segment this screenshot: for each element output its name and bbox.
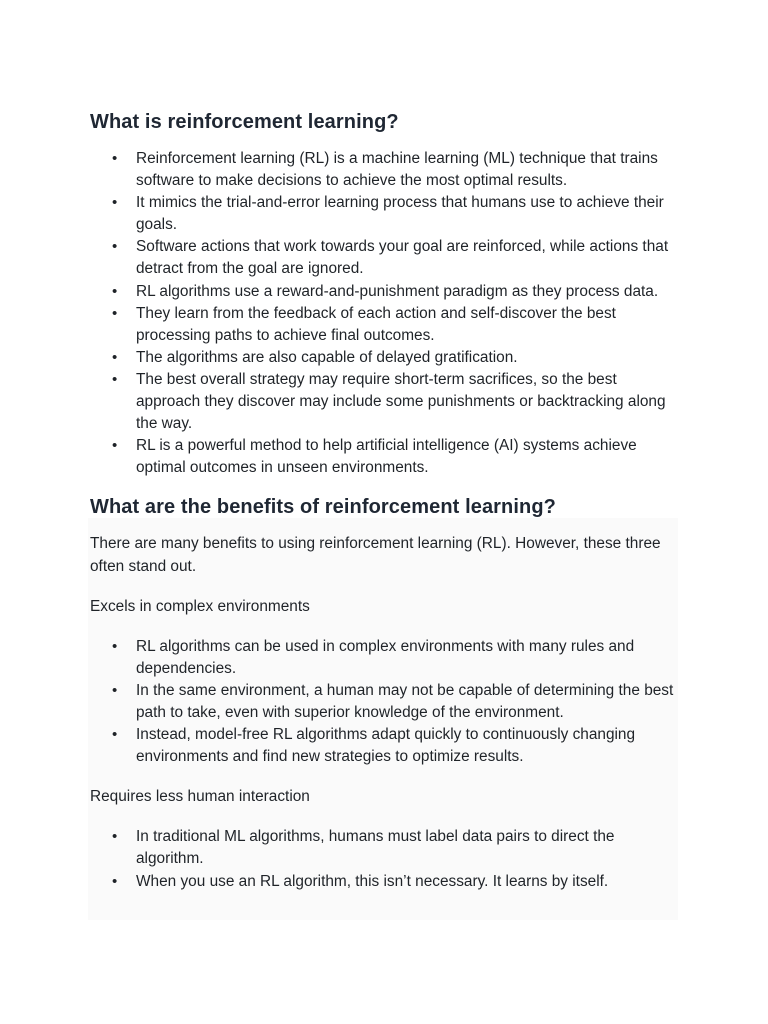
list-item <box>90 148 675 192</box>
list-item <box>90 680 675 724</box>
list-item <box>90 369 675 435</box>
bullet-icon: • <box>112 282 118 300</box>
list-item <box>90 826 675 870</box>
list-item <box>90 636 675 680</box>
bullet-icon: • <box>112 194 118 212</box>
list-item-text: Reinforcement learning (RL) is a machine learning (ML) technique that trains software to make decisions to achieve the most optimal results. <box>136 150 658 190</box>
heading-benefits: What are the benefits of reinforcement learning? <box>90 496 556 519</box>
complex-environments-list <box>90 636 675 769</box>
list-item-text: Software actions that work towards your goal are reinforced, while actions that detract from the goal are ignored. <box>136 238 669 278</box>
list-item-text: When you use an RL algorithm, this isn’t necessary. It learns by itself. <box>136 872 609 890</box>
bullet-icon: • <box>112 304 118 322</box>
list-item-text: RL algorithms use a reward-and-punishment paradigm as they process data. <box>136 282 659 300</box>
benefits-intro: There are many benefits to using reinforcement learning (RL). However, these three often stand out. <box>90 535 661 575</box>
bullet-icon: • <box>112 238 118 256</box>
bullet-icon: • <box>112 637 118 655</box>
document-content <box>90 108 675 893</box>
rl-definition-list <box>90 148 675 479</box>
list-item-text: Instead, model-free RL algorithms adapt quickly to continuously changing environments and find new strategies to optimize results. <box>136 726 636 766</box>
bullet-icon: • <box>112 681 118 699</box>
bullet-icon: • <box>112 150 118 167</box>
bullet-icon: • <box>112 370 118 388</box>
bullet-icon: • <box>112 872 118 890</box>
list-item-text: They learn from the feedback of each action and self-discover the best processing paths to achieve final outcomes. <box>136 304 616 344</box>
list-item-text: In traditional ML algorithms, humans must label data pairs to direct the algorithm. <box>136 828 615 868</box>
subheading-complex-environments: Excels in complex environments <box>90 597 310 615</box>
heading-what-is-rl: What is reinforcement learning? <box>90 111 399 133</box>
list-item-text: In the same environment, a human may not be capable of determining the best path to take, even with superior knowledge of the environment. <box>136 681 674 721</box>
list-item <box>90 435 675 479</box>
list-item-text: The algorithms are also capable of delayed gratification. <box>136 348 518 366</box>
subheading-less-human-interaction: Requires less human interaction <box>90 788 310 806</box>
list-item-text: It mimics the trial-and-error learning process that humans use to achieve their goals. <box>136 194 664 234</box>
bullet-icon: • <box>112 828 118 846</box>
list-item-text: RL algorithms can be used in complex environments with many rules and dependencies. <box>136 637 635 677</box>
list-item <box>90 192 675 236</box>
bullet-icon: • <box>112 437 118 455</box>
list-item <box>90 347 675 369</box>
list-item-text: RL is a powerful method to help artificial intelligence (AI) systems achieve optimal outcomes in unseen environments. <box>136 437 637 477</box>
less-human-interaction-list <box>90 826 675 892</box>
list-item <box>90 303 675 347</box>
list-item <box>90 236 675 280</box>
list-item-text: The best overall strategy may require short-term sacrifices, so the best approach they discover may include some punishments or backtracking along the way. <box>136 370 666 433</box>
list-item <box>90 871 675 893</box>
list-item <box>90 724 675 768</box>
bullet-icon: • <box>112 348 118 366</box>
list-item <box>90 281 675 303</box>
bullet-icon: • <box>112 726 118 744</box>
